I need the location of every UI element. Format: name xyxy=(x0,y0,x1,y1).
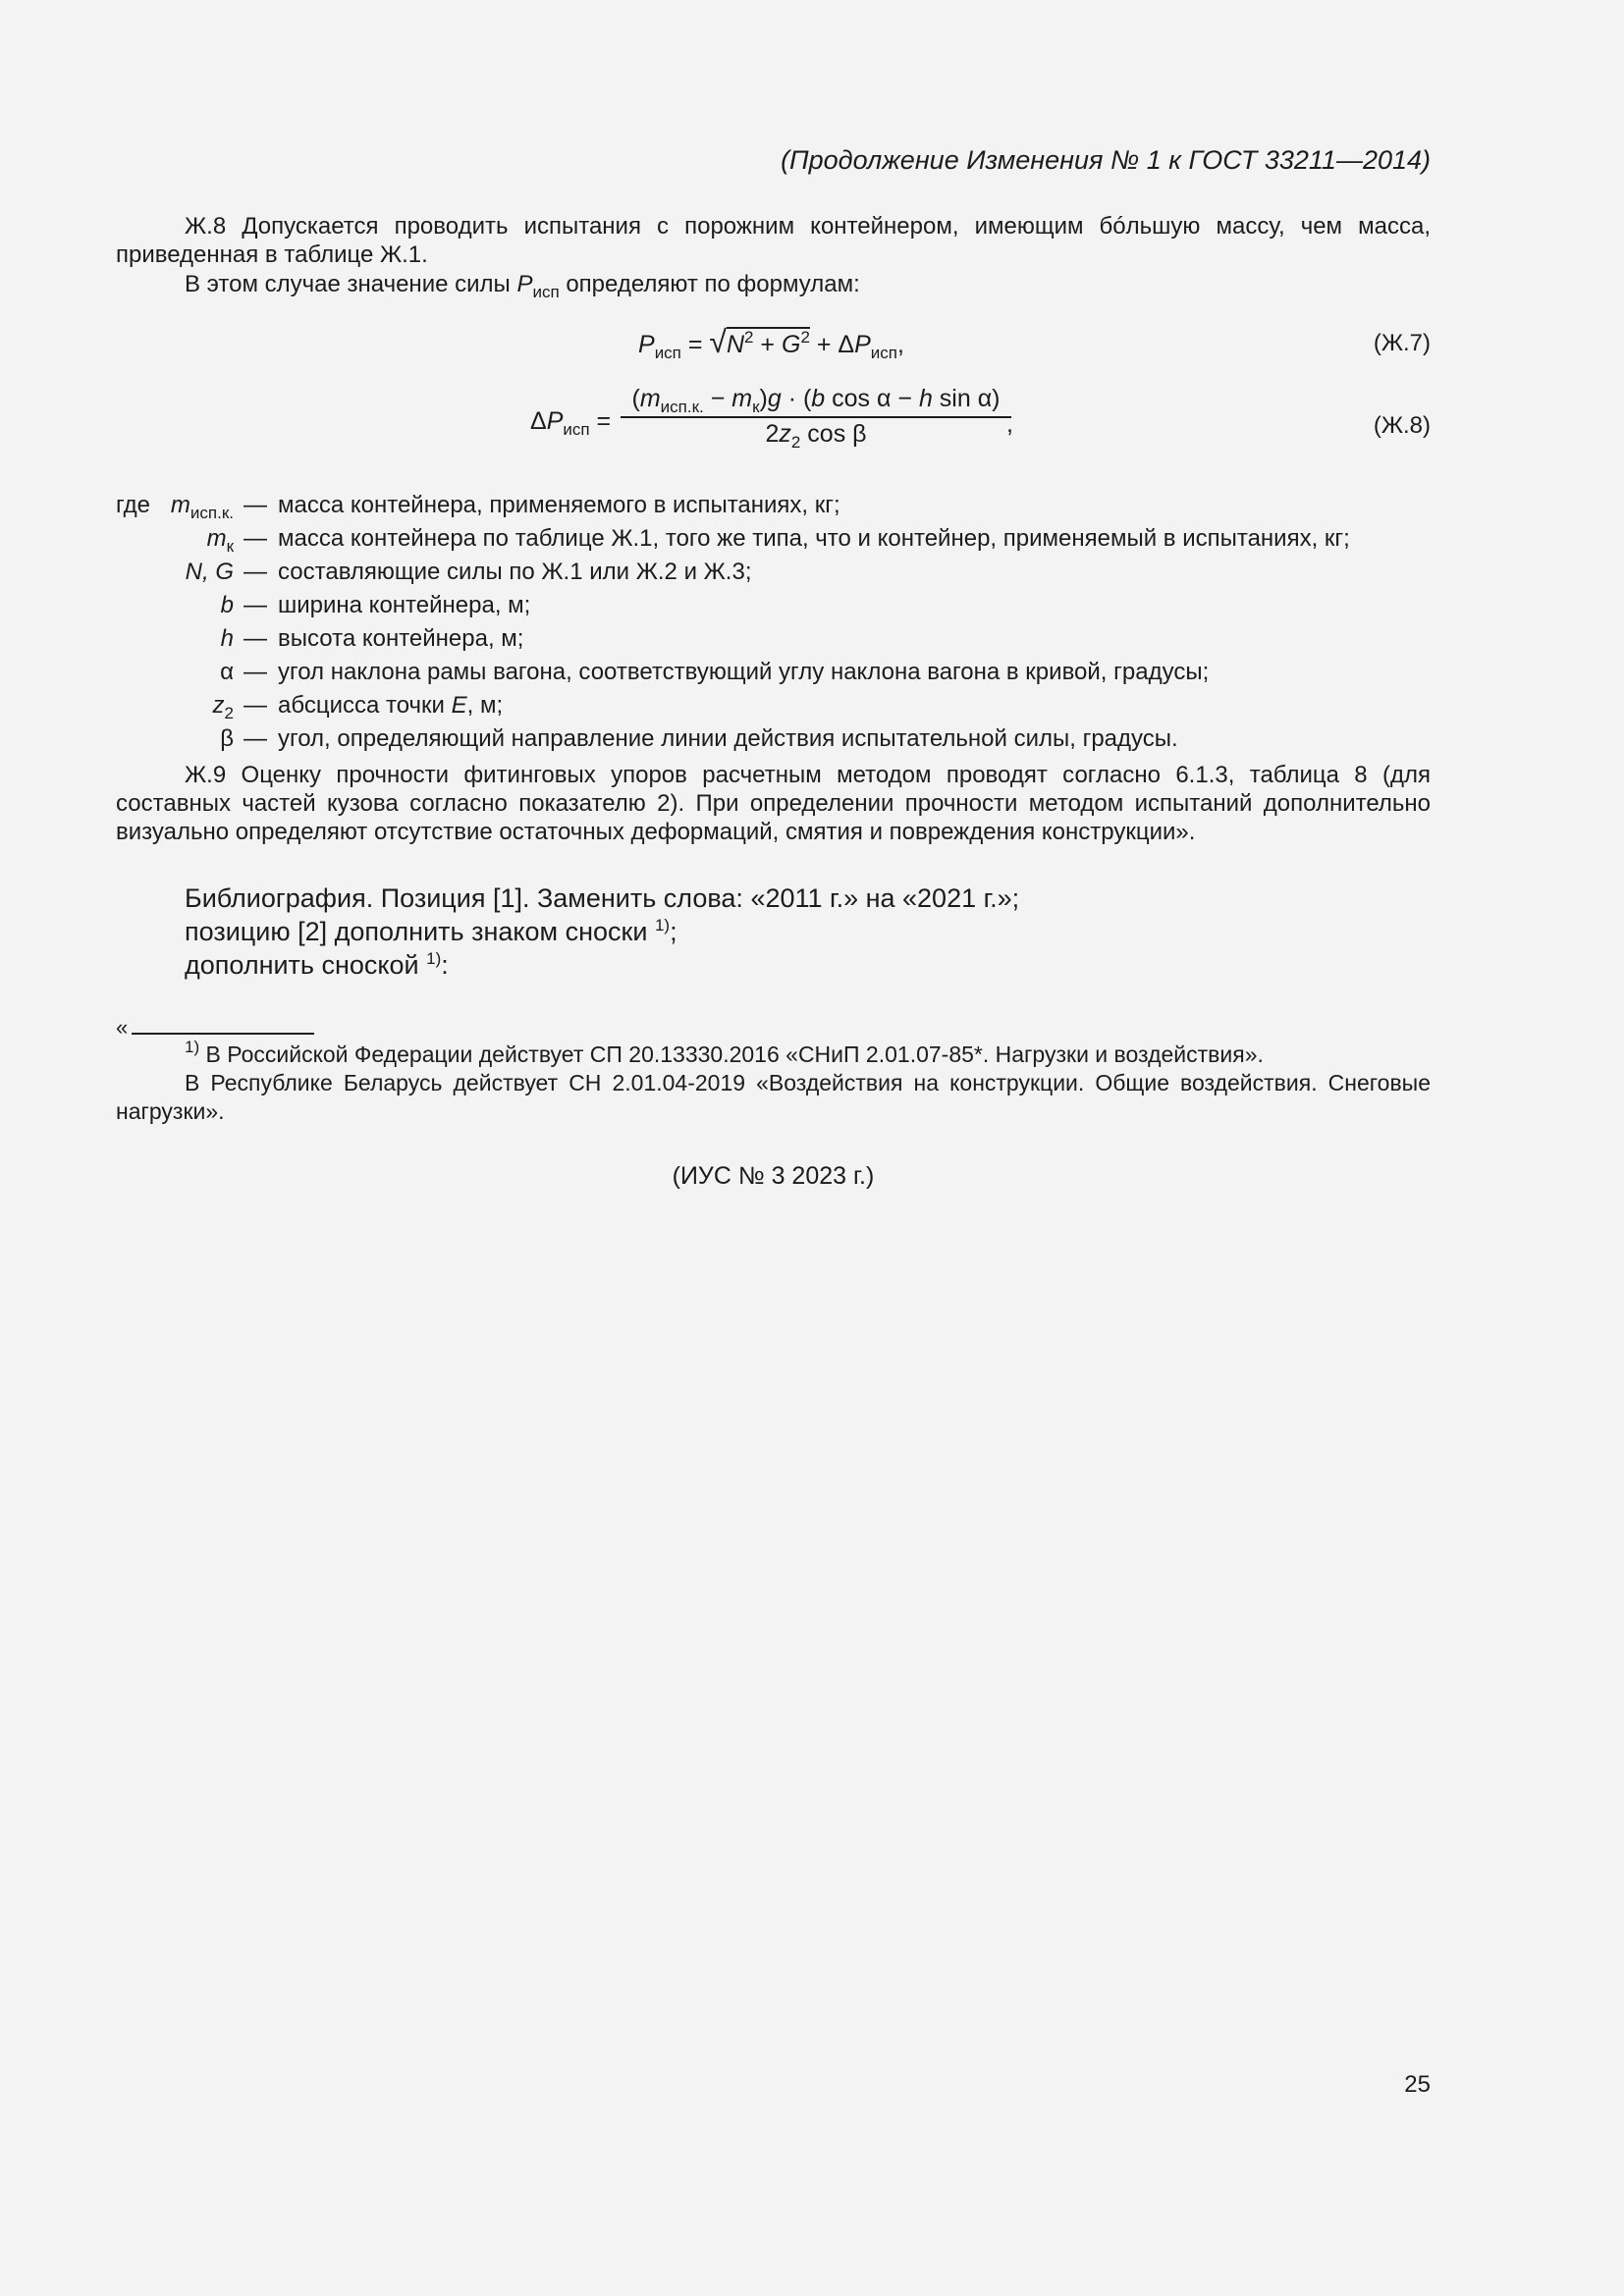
footnote-rule xyxy=(132,1033,314,1035)
bibliography-line-3: дополнить сноской $^{1)}$: xyxy=(185,949,449,980)
ius-reference: (ИУС № 3 2023 г.) xyxy=(672,1162,875,1190)
formula-number-zh7: (Ж.7) xyxy=(1373,330,1431,356)
paragraph-zh8: Ж.8 Допускается проводить испытания с порожним контейнером, имеющим бóльшую массу, чем масса, приведенная в таблице Ж.1. xyxy=(116,213,1431,268)
formula-zh8-fraction: $(m_{исп.к.} - m_к)g \cdot (b$ cos α − h sin α) $2z_2$ cos β xyxy=(621,385,1011,449)
legend-row: β — угол, определяющий направление линии действия испытательной силы, градусы. xyxy=(220,725,1178,752)
legend-row: N, G — составляющие силы по Ж.1 или Ж.2 и Ж.3; xyxy=(185,559,752,585)
symbol-legend xyxy=(116,489,1431,764)
paragraph-zh9: Ж.9 Оценку прочности фитинговых упоров расчетным методом проводят согласно 6.1.3, таблица 8 (для составных частей кузова согласно показателю 2). При определении прочности методом испытаний дополнительно визуально определяют отсутствие остаточных деформаций, смятия и повреждения конструкции». xyxy=(116,762,1431,845)
footnote-1: $^{1)}$ В Российской Федерации действует СП 20.13330.2016 «СНиП 2.01.07-85*. Нагрузки и воздействия». xyxy=(185,1038,1264,1067)
document-page: (Продолжение Изменения № 1 к ГОСТ 33211—2014) Ж.8 Допускается проводить испытания с порожним контейнером, имеющим бóльшую массу, чем масса, приведенная в таблице Ж.1. В этом случае значение силы $P_{исп}$ определяют по формулам: $P_{исп} = √N^2 + G^2 + \Delta P_{исп}$, (Ж.7) $\Delta P_{исп}$ = $(m_{исп.к.} - m_к)g \cdot (b$ cos α − h sin α) $2z_2$ cos β , (Ж.8) где $m_{исп.к.}$ — масса контейнера, применяемого в испытаниях, кг; $m_к$ — масса контейнера по таблице Ж.1, того же типа, что и контейнер, применяемый в испытаниях, кг; N, G — составляющие силы по Ж.1 или Ж.2 и Ж.3; b — ширина контейнера, м; h — высота контейнера, м; α — угол наклона рамы вагона, соответствующий углу наклона вагона в кривой, градусы; $z_2$ — абсцисса точки E, м; β — угол, определяющий направление линии действия испытательной силы, градусы. Ж.9 Оценку прочности фитинговых упоров расчетным методом проводят согласно 6.1.3, таблица 8 (для составных частей кузова согласно показателю 2). При определении прочности методом испытаний дополнительно визуально определяют отсутствие остаточных деформаций, смятия и повреждения конструкции». Библиография. Позиция [1]. Заменить слова: «2011 г.» на «2021 г.»; позицию [2] дополнить знаком сноски $^{1)}$; дополнить сноской $^{1)}$: « $^{1)}$ В Российской Федерации действует СП 20.13330.2016 «СНиП 2.01.07-85*. Нагрузки и воздействия». В Республике Беларусь действует СН 2.01.04-2019 «Воздействия на конструкции. Общие воздействия. Снеговые нагрузки». (ИУС № 3 2023 г.) 25 xyxy=(0,0,1624,2296)
legend-row: b — ширина контейнера, м; xyxy=(220,592,531,618)
quote-mark: « xyxy=(116,1015,129,1040)
page-number: 25 xyxy=(1404,2071,1431,2098)
legend-row: $m_к$ — масса контейнера по таблице Ж.1, того же типа, что и контейнер, применяемый в испытаниях, кг; xyxy=(206,525,1350,556)
bibliography-line-2: позицию [2] дополнить знаком сноски $^{1)}$; xyxy=(185,916,677,946)
formula-number-zh8: (Ж.8) xyxy=(1373,412,1431,439)
legend-row: $z_2$ — абсцисса точки E, м; xyxy=(212,692,504,722)
running-header: (Продолжение Изменения № 1 к ГОСТ 33211—2014) xyxy=(781,145,1431,175)
footnote-2: В Республике Беларусь действует СН 2.01.04-2019 «Воздействия на конструкции. Общие воздействия. Снеговые нагрузки». xyxy=(116,1070,1431,1124)
formula-zh7: $P_{исп} = √N^2 + G^2 + \Delta P_{исп}$, xyxy=(638,324,904,362)
bibliography-line-1: Библиография. Позиция [1]. Заменить слова: «2011 г.» на «2021 г.»; xyxy=(185,883,1020,913)
paragraph-case: В этом случае значение силы $P_{исп}$ определяют по формулам: xyxy=(185,271,860,301)
where-lead: где xyxy=(116,492,151,518)
legend-row: $m_{исп.к.}$ — масса контейнера, применяемого в испытаниях, кг; xyxy=(170,492,840,522)
legend-row: α — угол наклона рамы вагона, соответствующий углу наклона вагона в кривой, градусы; xyxy=(220,659,1210,685)
formula-zh8-lhs: $\Delta P_{исп}$ = xyxy=(530,407,612,439)
legend-row: h — высота контейнера, м; xyxy=(220,625,524,652)
